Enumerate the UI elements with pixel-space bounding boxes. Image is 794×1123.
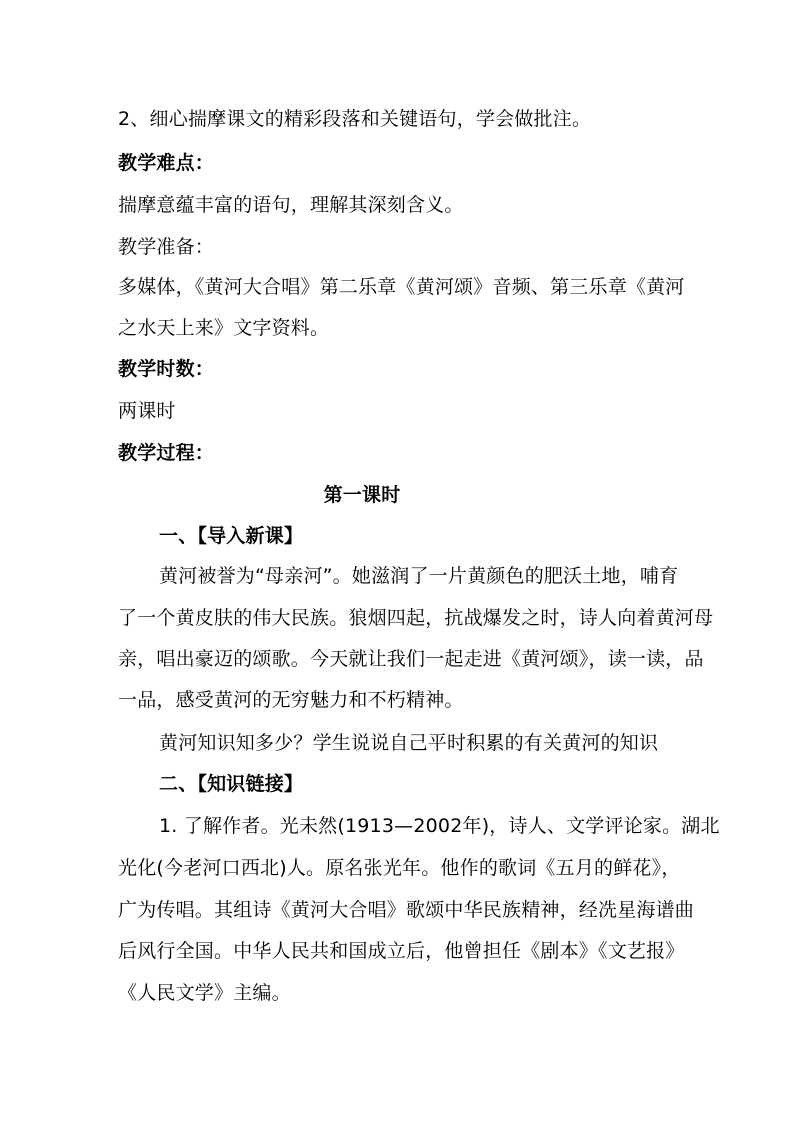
heading-teaching-difficulty: 教学难点： — [118, 152, 215, 174]
knowledge-question: 黄河知识知多少？学生说说自己平时积累的有关黄河的知识 — [159, 732, 659, 754]
section-heading-knowledge: 二、【知识链接】 — [159, 773, 304, 795]
preparation-text-line-1: 多媒体，《黄河大合唱》第二乐章《黄河颂》音频、第三乐章《黄河 — [118, 276, 685, 298]
teaching-difficulty-text: 揣摩意蕴丰富的语句，理解其深刻含义。 — [118, 194, 464, 216]
heading-teaching-preparation: 教学准备： — [118, 236, 215, 258]
teaching-goal-2: 2、细心揣摩课文的精彩段落和关键语句，学会做批注。 — [118, 108, 592, 130]
author-paragraph-line-2: 光化(今老河口西北)人。原名张光年。他作的歌词《五月的鲜花》， — [118, 857, 681, 879]
intro-paragraph-line-3: 亲，唱出豪迈的颂歌。今天就让我们一起走进《黄河颂》，读一读，品 — [118, 648, 704, 670]
heading-teaching-hours: 教学时数： — [118, 358, 215, 380]
intro-paragraph-line-1: 黄河被誉为“母亲河”。她滋润了一片黄颜色的肥沃土地，哺育 — [159, 565, 679, 587]
author-paragraph-line-1: 1. 了解作者。光未然(1913—2002年)，诗人、文学评论家。湖北 — [159, 815, 720, 837]
intro-paragraph-line-2: 了一个黄皮肤的伟大民族。狼烟四起，抗战爆发之时，诗人向着黄河母 — [118, 607, 714, 629]
heading-teaching-process: 教学过程： — [118, 442, 215, 464]
lesson-title: 第一课时 — [323, 484, 401, 506]
intro-paragraph-line-4: 一品，感受黄河的无穷魅力和不朽精神。 — [118, 689, 464, 711]
preparation-text-line-2: 之水天上来》文字资料。 — [118, 317, 330, 339]
author-paragraph-line-4: 后风行全国。中华人民共和国成立后，他曾担任《剧本》《文艺报》 — [118, 940, 685, 962]
teaching-hours-text: 两课时 — [118, 400, 176, 422]
section-heading-intro: 一、【导入新课】 — [159, 525, 304, 547]
author-paragraph-line-3: 广为传唱。其组诗《黄河大合唱》歌颂中华民族精神，经冼星海谱曲 — [118, 899, 695, 921]
author-paragraph-line-5: 《人民文学》主编。 — [118, 982, 291, 1004]
